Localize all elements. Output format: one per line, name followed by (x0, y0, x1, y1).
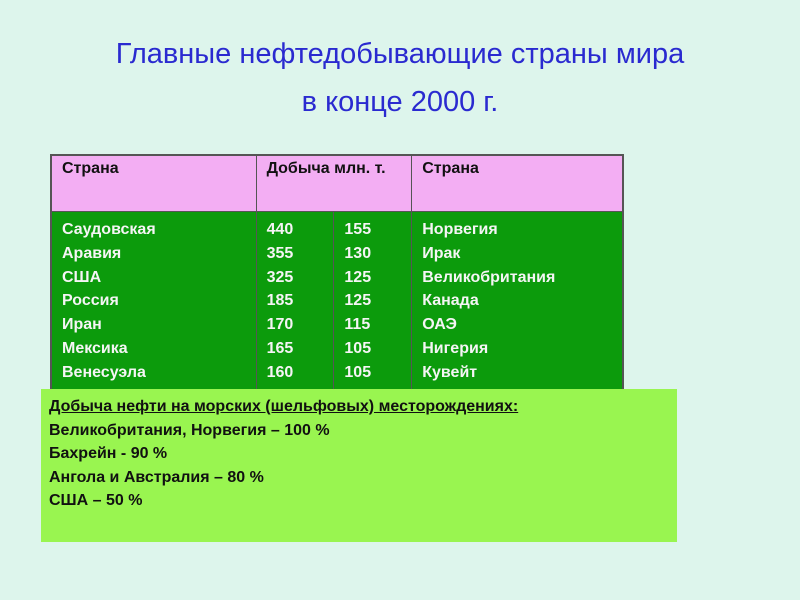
page-title (0, 30, 800, 126)
list-item: ОАЭ (422, 316, 457, 334)
header-production: Добыча млн. т. (256, 156, 412, 212)
note-line: Великобритания, Норвегия – 100 % (49, 421, 330, 439)
list-item: Россия (62, 292, 119, 310)
list-item: 125 (344, 292, 372, 310)
list-item: Великобритания (422, 268, 556, 286)
list-item: 185 (266, 292, 294, 310)
title-line-2: в конце 2000 г. (301, 86, 499, 118)
left-countries-cell (52, 212, 257, 393)
list-item: 155 (344, 221, 372, 238)
right-countries-cell (412, 212, 623, 393)
list-item: Мексика (62, 339, 128, 357)
list-item: Нигерия (422, 339, 489, 357)
list-item: 170 (266, 316, 294, 334)
note-heading: Добыча нефти на морских (шельфовых) месторождениях: (49, 398, 519, 415)
left-values-cell (256, 212, 334, 393)
list-item: Канада (422, 292, 479, 310)
table-body-row (52, 212, 623, 393)
list-item: Иран (62, 316, 102, 334)
header-country-left: Страна (52, 156, 257, 212)
note-line: Ангола и Австралия – 80 % (49, 468, 264, 486)
header-country-right: Страна (412, 156, 623, 212)
list-item: Венесуэла (62, 363, 146, 381)
note-line: США – 50 % (49, 492, 143, 509)
list-item: 160 (266, 363, 294, 381)
list-item: Кувейт (422, 363, 478, 381)
table-header-row (52, 156, 623, 212)
list-item: 325 (266, 268, 294, 286)
list-item: Аравия (62, 244, 122, 262)
list-item: Саудовская (62, 221, 156, 238)
note-line: Бахрейн - 90 % (49, 445, 168, 462)
list-item: Ирак (422, 244, 461, 262)
list-item: 105 (344, 363, 372, 381)
list-item: 165 (266, 339, 294, 357)
title-line-1: Главные нефтедобывающие страны мира (115, 38, 685, 70)
list-item: 105 (344, 339, 372, 357)
right-values-cell (334, 212, 412, 393)
oil-production-table (50, 154, 624, 392)
list-item: 130 (344, 244, 372, 262)
list-item: 440 (266, 221, 294, 238)
list-item: Норвегия (422, 221, 498, 238)
offshore-production-note (41, 389, 677, 542)
list-item: США (62, 268, 102, 286)
list-item: 115 (344, 316, 371, 334)
list-item: 355 (266, 244, 294, 262)
list-item: 125 (344, 268, 372, 286)
